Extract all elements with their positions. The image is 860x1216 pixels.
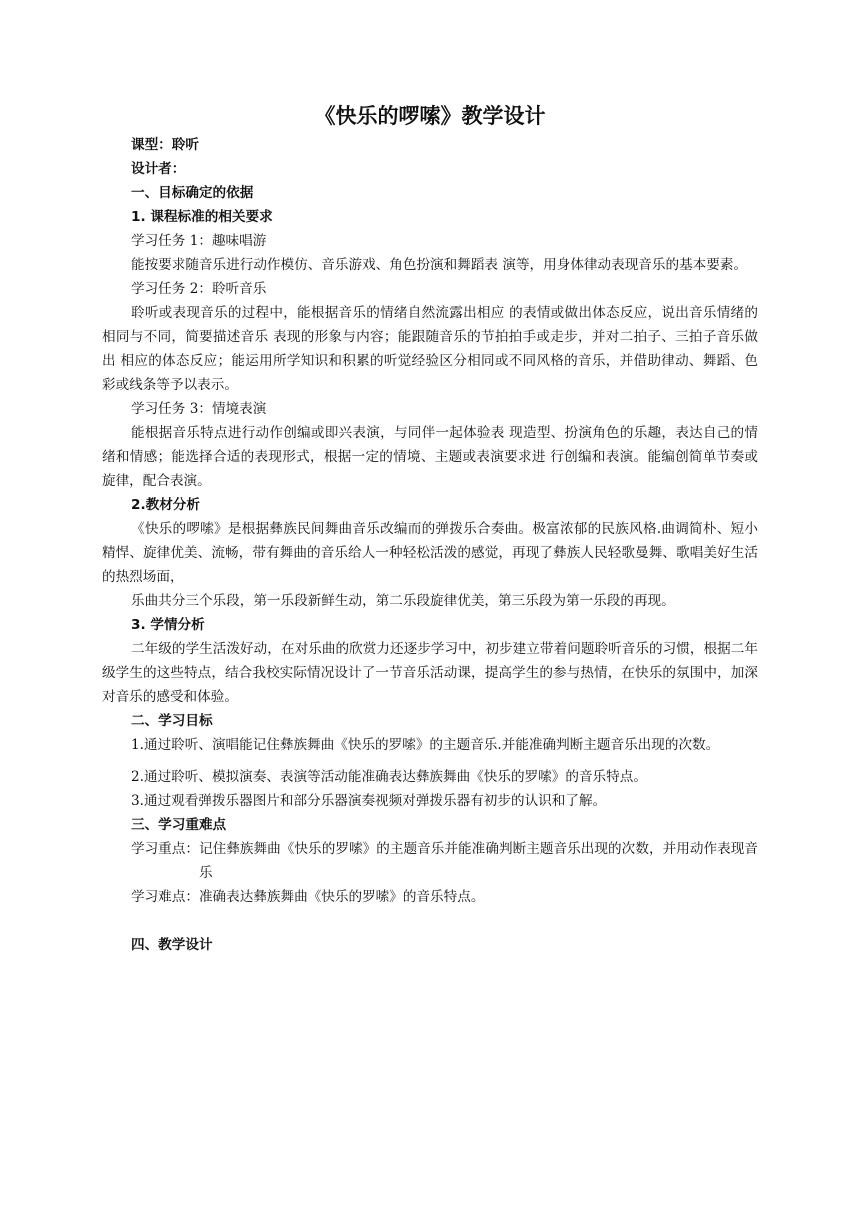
section-heading-4: 四、教学设计 <box>131 937 213 953</box>
goal-item: 2.通过聆听、模拟演奏、表演等活动能准确表达彝族舞曲《快乐的罗嗦》的音乐特点。 <box>131 769 647 785</box>
material-para-2: 乐曲共分三个乐段，第一乐段新鲜生动，第二乐段旋律优美，第三乐段为第一乐段的再现。 <box>131 593 675 609</box>
section-heading-1: 一、目标确定的依据 <box>131 185 254 201</box>
students-para: 二年级的学生活泼好动，在对乐曲的欣赏力还逐步学习中，初步建立带着问题聆听音乐的习惯，根据二年级学生的这些特点，结合我校实际情况设计了一节音乐活动课，提高学生的参与热情，在快乐的氛围中，加深对音乐的感受和体验。 <box>102 641 758 705</box>
designer: 设计者： <box>131 161 186 177</box>
subheading-material: 2.教材分析 <box>131 497 200 513</box>
section-heading-2: 二、学习目标 <box>131 713 213 729</box>
task2-title: 学习任务 2：聆听音乐 <box>131 281 267 297</box>
difficulty-label: 学习难点： <box>131 889 199 905</box>
task3-text: 能根据音乐特点进行动作创编或即兴表演，与同伴一起体验表 现造型、扮演角色的乐趣，表达自己的情绪和情感；能选择合适的表现形式，根据一定的情境、主题或表演要求进 行创编和表演。能编创简单节奏或旋律，配合表演。 <box>102 425 758 489</box>
focus-text: 记住彝族舞曲《快乐的罗嗦》的主题音乐并能准确判断主题音乐出现的次数，并用动作表现音乐 <box>198 841 758 881</box>
difficulty-text: 准确表达彝族舞曲《快乐的罗嗦》的音乐特点。 <box>198 889 485 905</box>
spacer <box>102 909 758 933</box>
difficulty-row <box>102 885 758 909</box>
material-para-1: 《快乐的啰嗦》是根据彝族民间舞曲音乐改编而的弹拨乐合奏曲。极富浓郁的民族风格.曲调简朴、短小精悍、旋律优美、流畅，带有舞曲的音乐给人一种轻松活泼的感觉，再现了彝族人民轻歌曼舞、歌唱美好生活的热烈场面， <box>102 521 758 585</box>
document-title: 《快乐的啰嗦》教学设计 <box>314 104 546 128</box>
goal-item: 3.通过观看弹拨乐器图片和部分乐器演奏视频对弹拨乐器有初步的认识和了解。 <box>131 793 607 809</box>
task1-text: 能按要求随音乐进行动作模仿、音乐游戏、角色扮演和舞蹈表 演等，用身体律动表现音乐的基本要素。 <box>131 257 748 273</box>
subheading-students: 3. 学情分析 <box>131 617 205 633</box>
section-heading-3: 三、学习重难点 <box>131 817 227 833</box>
focus-label: 学习重点： <box>131 841 199 857</box>
subheading-curriculum: 1. 课程标准的相关要求 <box>131 209 273 225</box>
goal-item: 1.通过聆听、演唱能记住彝族舞曲《快乐的罗嗦》的主题音乐.并能准确判断主题音乐出现的次数。 <box>131 737 720 753</box>
task2-text: 聆听或表现音乐的过程中，能根据音乐的情绪自然流露出相应 的表情或做出体态反应，说出音乐情绪的相同与不同，简要描述音乐 表现的形象与内容；能跟随音乐的节拍拍手或走步，并对二拍子、三拍子音乐做出 相应的体态反应；能运用所学知识和积累的听觉经验区分相同或不同风格的音乐，并借助律动、舞蹈、色彩或线条等予以表示。 <box>102 305 758 393</box>
focus-row <box>102 837 758 885</box>
task3-title: 学习任务 3：情境表演 <box>131 401 267 417</box>
task1-title: 学习任务 1：趣味唱游 <box>131 233 267 249</box>
course-type: 课型：聆听 <box>131 137 199 153</box>
document-body <box>102 133 758 957</box>
